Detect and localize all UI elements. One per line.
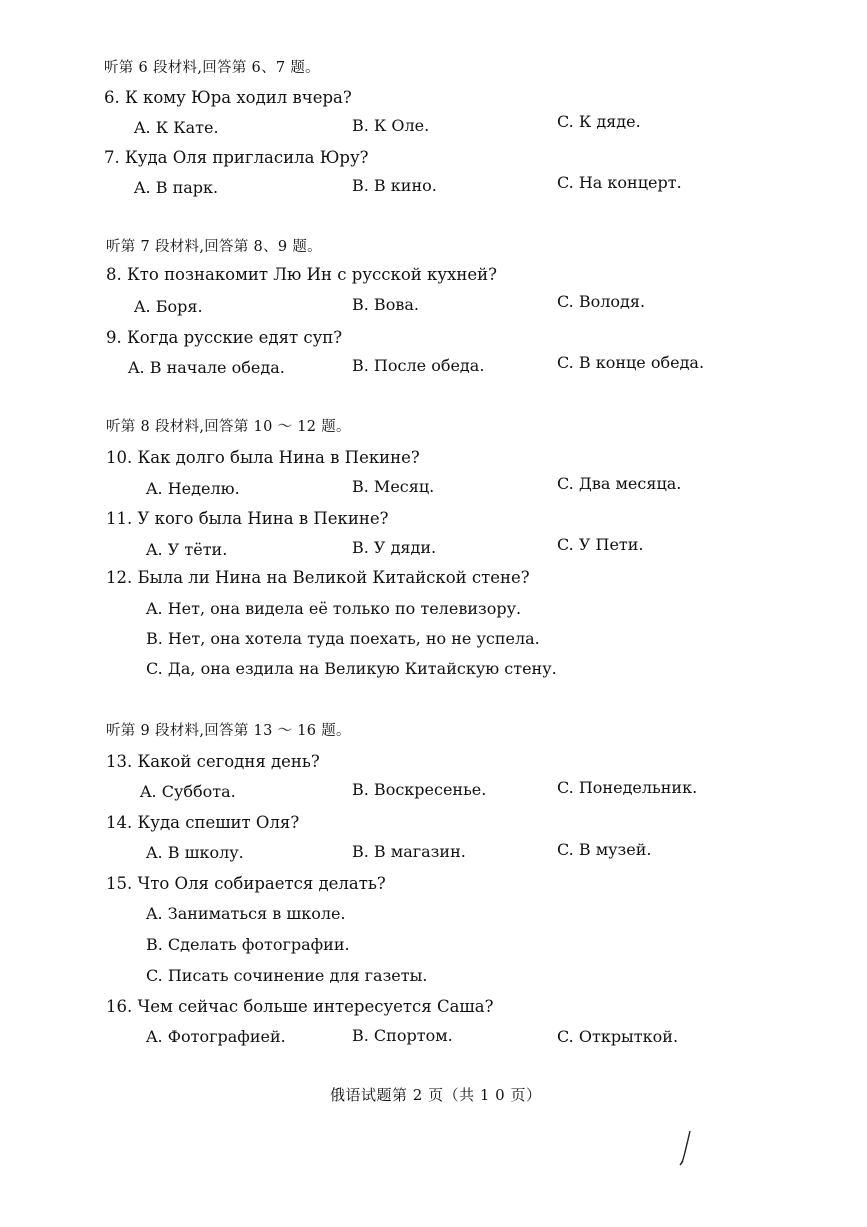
option-a: A. В школу. [146,843,244,862]
option-a: A. Неделю. [146,479,240,498]
option-a: A. Фотографией. [146,1027,286,1046]
option-c: C. На концерт. [557,173,682,192]
option-a: A. Суббота. [140,782,236,801]
option-b: B. Воскресенье. [352,780,487,799]
page-footer: 俄语试题第 2 页（共 1 0 页） [330,1086,542,1104]
question-text: 13. Какой сегодня день? [106,752,320,771]
option-c: C. Да, она ездила на Великую Китайскую стену. [146,659,557,678]
option-c: C. К дяде. [557,112,641,131]
option-b: B. К Оле. [352,116,430,135]
question-text: 11. У кого была Нина в Пекине? [106,509,389,528]
option-c: C. Понедельник. [557,778,698,797]
section-instruction: 听第 9 段材料,回答第 13 ～ 16 题。 [106,723,351,739]
question-text: 14. Куда спешит Оля? [106,813,300,832]
option-b: B. В магазин. [352,842,466,861]
option-a: A. К Кате. [134,118,219,137]
option-b: B. Вова. [352,295,419,314]
option-a: A. У тёти. [146,540,228,559]
question-text: 8. Кто познакомит Лю Ин с русской кухней? [106,265,497,284]
section-instruction: 听第 7 段材料,回答第 8、9 题。 [106,239,322,255]
option-c: C. У Пети. [557,535,644,554]
option-a: A. Заниматься в школе. [146,904,346,923]
option-b: B. После обеда. [352,356,485,375]
question-text: 15. Что Оля собирается делать? [106,874,386,893]
option-b: B. Месяц. [352,477,435,496]
question-text: 6. К кому Юра ходил вчера? [104,88,352,107]
option-c: C. Открыткой. [557,1027,679,1046]
option-b: B. В кино. [352,176,437,195]
option-b: B. Спортом. [352,1026,453,1045]
option-a: A. В начале обеда. [128,358,285,377]
question-text: 12. Была ли Нина на Великой Китайской стене? [106,568,530,587]
pen-mark [676,1128,696,1168]
question-text: 16. Чем сейчас больше интересуется Саша? [106,997,494,1016]
option-a: A. Нет, она видела её только по телевизору. [146,599,522,618]
option-b: B. У дяди. [352,538,437,557]
option-c: C. Два месяца. [557,474,682,493]
option-a: A. В парк. [134,178,219,197]
question-text: 10. Как долго была Нина в Пекине? [106,448,420,467]
option-b: B. Нет, она хотела туда поехать, но не успела. [146,629,540,648]
question-text: 9. Когда русские едят суп? [106,328,343,347]
section-instruction: 听第 8 段材料,回答第 10 ～ 12 题。 [106,419,351,435]
question-text: 7. Куда Оля пригласила Юру? [104,148,369,167]
option-c: C. Володя. [557,292,646,311]
option-b: B. Сделать фотографии. [146,935,350,954]
option-c: C. В конце обеда. [557,353,705,372]
option-c: C. Писать сочинение для газеты. [146,966,428,985]
option-c: C. В музей. [557,840,652,859]
section-instruction: 听第 6 段材料,回答第 6、7 题。 [104,60,320,76]
option-a: A. Боря. [134,297,203,316]
